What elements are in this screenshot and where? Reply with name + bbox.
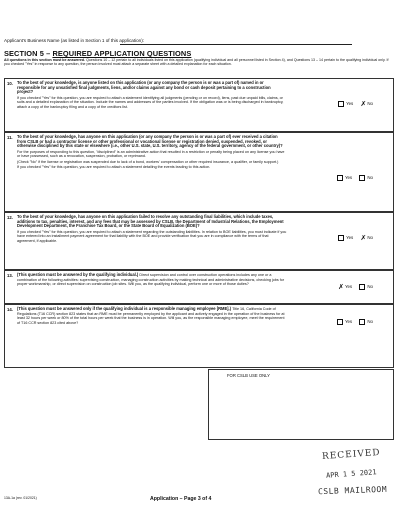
question-text bbox=[17, 307, 287, 326]
question-bold-text: To the best of your knowledge, has anyone on this application failed to resolve any outstanding final liabilities, which include taxes, additions to tax, penalties, interest, and any fees that may be assessed by CSLB, the Department of Industrial Relations, the Employment Development Department, the Franchise Tax Board, or the State Board of Equalization (BOE)? bbox=[17, 214, 284, 229]
question-bold-text: (This question must be answered by the qualifying individual.) bbox=[17, 272, 139, 277]
question-bold-text: (This question must be answered only if the qualifying individual is a responsible managing employee [RME].) bbox=[17, 306, 232, 311]
yes-label: Yes bbox=[344, 319, 353, 325]
yes-checkbox[interactable] bbox=[337, 319, 343, 325]
question-bold-text: To the best of your knowledge, has anyone on this application (or any company the person is or was a part of) ever received a citation from CSLB or had a contractor license or other professional or vocational license or registration denied, suspended, revoked, or otherwise disciplined by this state or elsewhere (i.e., other U.S. state, U.S. territory, agency of the federal government, or other country)? bbox=[17, 134, 283, 149]
intro-text: Questions 10 – 12 pertain to all individuals listed on this application (qualifying individual and all personnel listed in Section 4), and Questions 13 – 14 pertain to the qualifying individual only. If you checked "Yes" in response to any question, the person involved must attach a separate sheet with a detailed explanation for each situation. bbox=[4, 58, 389, 67]
received-stamp-org: CSLB MAILROOM bbox=[317, 484, 388, 497]
question-13 bbox=[4, 270, 394, 304]
question-number: 12. bbox=[7, 215, 13, 220]
question-14 bbox=[4, 304, 394, 368]
no-label: No bbox=[367, 319, 373, 325]
answer-group bbox=[338, 235, 373, 241]
business-name-field[interactable] bbox=[120, 44, 352, 45]
check-mark-icon[interactable]: ✗ bbox=[338, 282, 344, 291]
section-title: REQUIRED APPLICATION QUESTIONS bbox=[52, 49, 192, 58]
question-followup: If you checked "Yes" for this question, you are required to attach a statement detailing the events leading to this action. bbox=[17, 165, 211, 169]
business-name-label: Applicant's Business Name (as listed in Section 1 of this application): bbox=[4, 38, 145, 43]
no-label: No bbox=[367, 235, 373, 241]
question-instructions: Title 16, California Code of Regulations (T16 CCR) section 823 states that an RME must be permanently employed by the applicant and actively engaged in the operation of the business for at least 32 hours per week or 80% of the total hours per week that the business is in operation. Will you, as the responsible managing employee, meet the requirement of T16 CCR section 823 cited above? bbox=[17, 307, 285, 326]
intro-bold: All questions in this section must be answered. bbox=[4, 58, 86, 62]
check-mark-icon[interactable]: ✗ bbox=[360, 233, 367, 242]
answer-group bbox=[337, 175, 373, 181]
answer-group bbox=[338, 284, 373, 290]
yes-checkbox[interactable] bbox=[338, 235, 344, 241]
no-checkbox[interactable] bbox=[359, 284, 365, 290]
yes-label: Yes bbox=[344, 284, 353, 290]
question-text bbox=[17, 135, 287, 169]
page-number: Application – Page 3 of 4 bbox=[150, 496, 212, 502]
question-number: 11. bbox=[7, 135, 13, 140]
question-10 bbox=[4, 78, 394, 132]
question-number: 14. bbox=[7, 307, 13, 312]
no-checkbox[interactable] bbox=[359, 175, 365, 181]
question-instructions: Direct supervision and control over construction operations includes any one or a combination of the following activities: supervising construction, managing construction activities by making technical and administrative decisions, checking jobs for proper workmanship, or direct supervision on construction job sites. Will you, as the qualifying individual, perform one or more of those duties? bbox=[17, 273, 285, 287]
question-text bbox=[17, 273, 287, 287]
question-instructions: If you checked "Yes" for this question, you are required to attach a statement regarding the outstanding liabilities. In relation to BOE liabilities, you must indicate if you have entered into an installment payment agreement for that liability with the BOE and provide verification that you are in compliance with the terms of that agreement, if applicable. bbox=[17, 230, 287, 243]
question-11 bbox=[4, 132, 394, 212]
yes-checkbox[interactable] bbox=[337, 175, 343, 181]
yes-label: Yes bbox=[346, 101, 354, 107]
cslb-use-only-box bbox=[208, 369, 394, 440]
question-instructions: If you checked "Yes" for this question, you are required to attach a statement identifying all judgments (pending or on record), liens, past due unpaid bills, claims, or suits and a detailed explanation of the situation. Include the names and addresses of the parties involved. If the obligation was or is being discharged in bankruptcy, attach a copy of the bankruptcy filing and a copy of the creditors list. bbox=[17, 96, 284, 109]
yes-label: Yes bbox=[344, 175, 353, 181]
no-label: No bbox=[367, 175, 373, 181]
yes-label: Yes bbox=[346, 235, 354, 241]
form-number: 13A-1a (rev. 01/2021) bbox=[4, 496, 37, 500]
received-stamp-date: APR 1 5 2021 bbox=[325, 468, 377, 480]
yes-checkbox[interactable] bbox=[338, 101, 344, 107]
cslb-use-only-label: FOR CSLB USE ONLY bbox=[227, 373, 270, 378]
section-heading bbox=[4, 49, 191, 58]
question-12 bbox=[4, 212, 394, 270]
no-label: No bbox=[367, 101, 373, 107]
question-instructions: For the purposes of responding to this question, "disciplined" is an administrative action that resulted in a restriction or penalty being placed on any license you have or have possessed, such as a revocation, suspension, probation, or reprimand. bbox=[17, 150, 285, 159]
no-label: No bbox=[367, 284, 373, 290]
question-number: 13. bbox=[7, 273, 13, 278]
question-number: 10. bbox=[7, 81, 13, 86]
answer-group bbox=[337, 319, 373, 325]
question-text bbox=[17, 215, 287, 243]
question-note: (Check "No" if the license or registration was suspended due to lack of a bond, workers' compensation or other required insurance, a qualifier, or family support.) bbox=[17, 159, 279, 164]
received-stamp: RECEIVED bbox=[321, 447, 381, 463]
top-margin bbox=[0, 0, 400, 40]
check-mark-icon[interactable]: ✗ bbox=[360, 99, 367, 108]
question-bold-text: To the best of your knowledge, is anyone listed on this application (or any company the person is or was a part of) named in or responsible for any unsatisfied final judgments, liens, and/or claims against any bond or cash deposit pertaining to a construction project? bbox=[17, 80, 271, 95]
section-number: SECTION 5 – bbox=[4, 49, 51, 58]
no-checkbox[interactable] bbox=[359, 319, 365, 325]
answer-group bbox=[338, 101, 373, 107]
question-text bbox=[17, 81, 287, 109]
section-intro bbox=[4, 58, 394, 66]
